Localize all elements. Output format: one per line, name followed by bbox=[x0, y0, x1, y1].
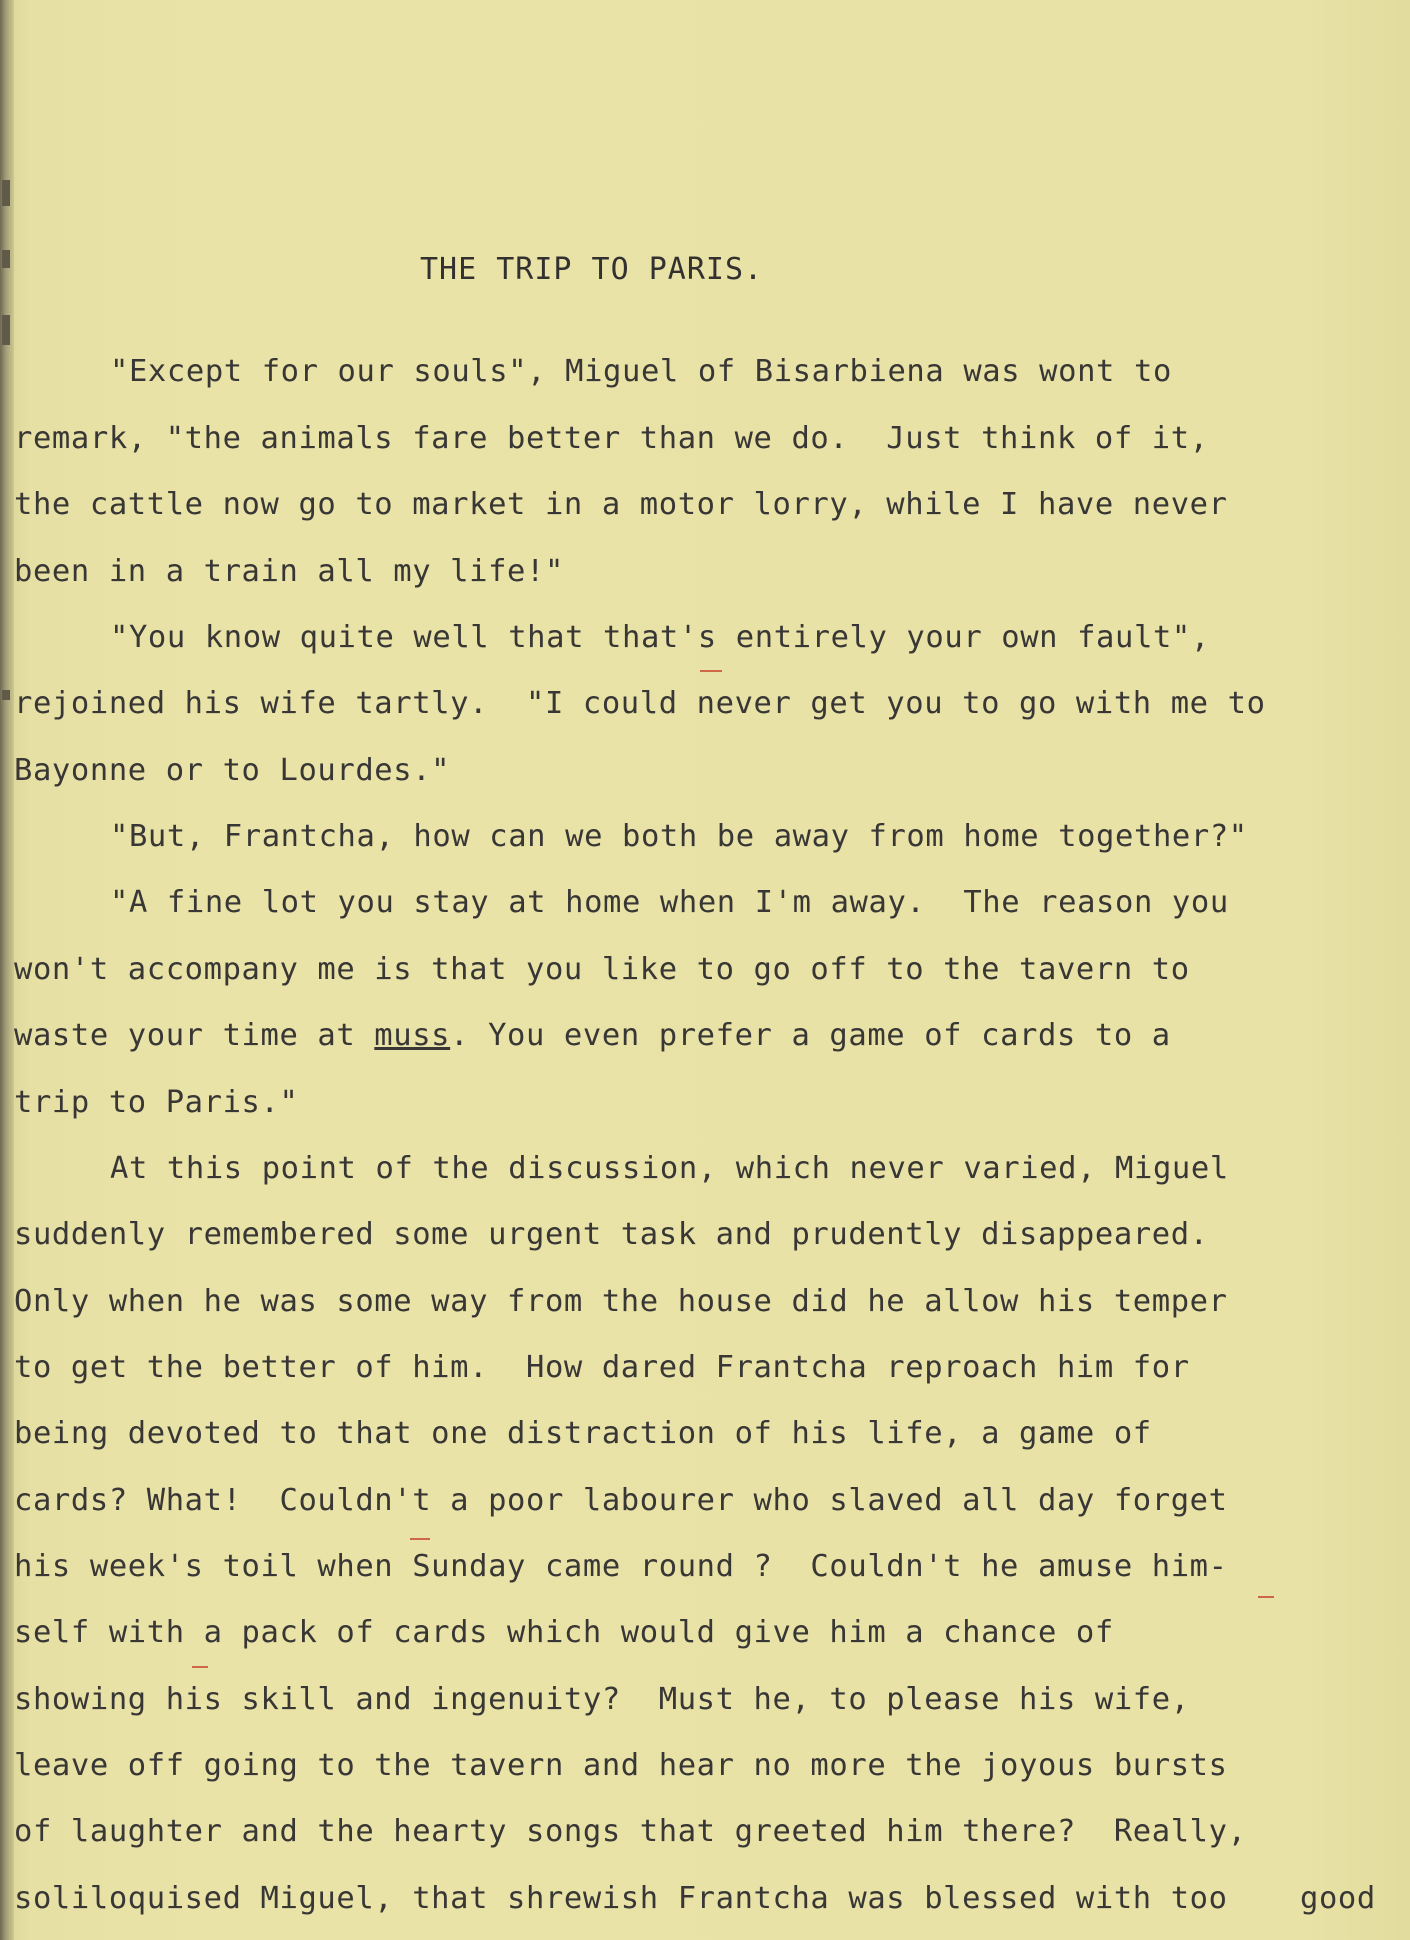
text-line: cards? What! Couldn't a poor labourer who slaved all day forget bbox=[14, 1483, 1228, 1518]
struck-word: good bbox=[1300, 1881, 1376, 1916]
text-line: At this point of the discussion, which never varied, Miguel bbox=[110, 1151, 1229, 1186]
correction-mark bbox=[700, 670, 722, 672]
text-line: leave off going to the tavern and hear no more the joyous bursts bbox=[14, 1748, 1228, 1783]
text-line: "A fine lot you stay at home when I'm away. The reason you bbox=[110, 885, 1229, 920]
page-binding-edge bbox=[0, 0, 14, 1940]
text-line: soliloquised Miguel, that shrewish Frantcha was blessed with too bbox=[14, 1881, 1228, 1916]
text-line: to get the better of him. How dared Frantcha reproach him for bbox=[14, 1350, 1190, 1385]
binding-mark bbox=[2, 690, 10, 700]
text-line: won't accompany me is that you like to go off to the tavern to bbox=[14, 952, 1190, 987]
correction-mark bbox=[192, 1666, 208, 1668]
binding-mark bbox=[2, 250, 10, 268]
text-line: "Except for our souls", Miguel of Bisarbiena was wont to bbox=[110, 354, 1172, 389]
text-line: his week's toil when Sunday came round ? Couldn't he amuse him- bbox=[14, 1549, 1228, 1584]
text-line bbox=[14, 1018, 1171, 1053]
text-line: showing his skill and ingenuity? Must he, to please his wife, bbox=[14, 1682, 1190, 1717]
text-line: of laughter and the hearty songs that greeted him there? Really, bbox=[14, 1814, 1247, 1849]
text-line: remark, "the animals fare better than we do. Just think of it, bbox=[14, 421, 1209, 456]
document-title: THE TRIP TO PARIS. bbox=[420, 252, 764, 287]
binding-mark bbox=[2, 315, 10, 345]
text-line: "You know quite well that that's entirely your own fault", bbox=[110, 620, 1210, 655]
text-line: suddenly remembered some urgent task and prudently disappeared. bbox=[14, 1217, 1209, 1252]
bleed-through-text bbox=[40, 150, 1380, 678]
underlined-word: muss bbox=[374, 1018, 451, 1053]
binding-mark bbox=[2, 180, 10, 206]
text-run: waste your time at bbox=[14, 1018, 375, 1053]
text-line: rejoined his wife tartly. "I could never get you to go with me to bbox=[14, 686, 1266, 721]
correction-mark bbox=[410, 1538, 430, 1540]
text-line: been in a train all my life!" bbox=[14, 554, 564, 589]
correction-mark bbox=[1258, 1596, 1274, 1598]
text-run: . You even prefer a game of cards to a bbox=[450, 1018, 1171, 1053]
text-line: "But, Frantcha, how can we both be away from home together?" bbox=[110, 819, 1248, 854]
text-line: Bayonne or to Lourdes." bbox=[14, 753, 451, 788]
text-line: the cattle now go to market in a motor lorry, while I have never bbox=[14, 487, 1228, 522]
text-line: self with a pack of cards which would give him a chance of bbox=[14, 1615, 1114, 1650]
text-line: trip to Paris." bbox=[14, 1085, 299, 1120]
text-line: Only when he was some way from the house did he allow his temper bbox=[14, 1284, 1228, 1319]
text-line: being devoted to that one distraction of his life, a game of bbox=[14, 1416, 1152, 1451]
